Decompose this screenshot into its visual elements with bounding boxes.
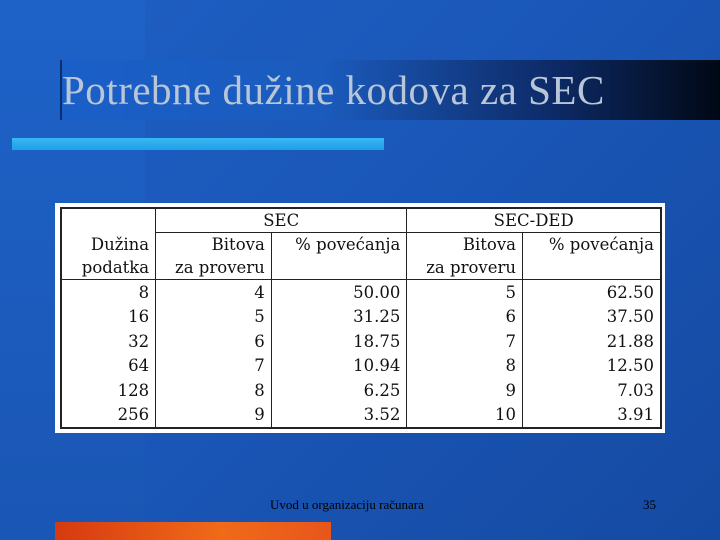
cell-length: 16	[61, 305, 156, 329]
cell-sec-bits: 6	[156, 329, 272, 353]
cell-length: 128	[61, 378, 156, 402]
table-row	[61, 329, 661, 353]
header-sec-blank	[271, 256, 407, 280]
header-ded-bits-line1: Bitova	[407, 233, 523, 257]
cell-ded-pct: 37.50	[523, 305, 662, 329]
header-ded-increase: % povećanja	[523, 233, 662, 257]
cell-sec-bits: 7	[156, 353, 272, 377]
cell-sec-pct: 3.52	[271, 402, 407, 428]
group-header-row	[61, 208, 661, 233]
footer-course-title: Uvod u organizaciju računara	[270, 497, 424, 512]
page-number: 35	[643, 497, 656, 512]
cell-ded-pct: 62.50	[523, 280, 662, 305]
table-row	[61, 305, 661, 329]
header-sec-bits-line2: za proveru	[156, 256, 272, 280]
cell-length: 32	[61, 329, 156, 353]
header-sec-increase: % povećanja	[271, 233, 407, 257]
header-length-line2: podatka	[61, 256, 156, 280]
table-row	[61, 280, 661, 305]
cell-sec-bits: 8	[156, 378, 272, 402]
header-empty	[61, 208, 156, 233]
cell-sec-bits: 5	[156, 305, 272, 329]
cell-sec-pct: 6.25	[271, 378, 407, 402]
cell-sec-bits: 9	[156, 402, 272, 428]
bottom-accent-bar	[55, 522, 331, 540]
table-frame	[55, 203, 665, 433]
cell-ded-bits: 5	[407, 280, 523, 305]
header-group-sec: SEC	[156, 208, 407, 233]
cell-length: 64	[61, 353, 156, 377]
header-ded-bits-line2: za proveru	[407, 256, 523, 280]
cell-ded-bits: 9	[407, 378, 523, 402]
cell-ded-bits: 7	[407, 329, 523, 353]
slide-title: Potrebne dužine kodova za SEC	[62, 67, 605, 113]
table-row	[61, 378, 661, 402]
header-sec-bits-line1: Bitova	[156, 233, 272, 257]
cell-ded-bits: 8	[407, 353, 523, 377]
header-ded-blank	[523, 256, 662, 280]
cell-ded-bits: 6	[407, 305, 523, 329]
cell-sec-pct: 18.75	[271, 329, 407, 353]
accent-bar	[12, 138, 384, 150]
cell-sec-bits: 4	[156, 280, 272, 305]
column-header-row-1	[61, 233, 661, 257]
cell-length: 256	[61, 402, 156, 428]
cell-length: 8	[61, 280, 156, 305]
cell-ded-pct: 21.88	[523, 329, 662, 353]
header-group-secded: SEC-DED	[407, 208, 661, 233]
code-length-table	[60, 207, 662, 429]
cell-ded-pct: 7.03	[523, 378, 662, 402]
cell-sec-pct: 31.25	[271, 305, 407, 329]
cell-ded-pct: 3.91	[523, 402, 662, 428]
cell-ded-pct: 12.50	[523, 353, 662, 377]
table-row	[61, 402, 661, 428]
cell-sec-pct: 50.00	[271, 280, 407, 305]
cell-ded-bits: 10	[407, 402, 523, 428]
cell-sec-pct: 10.94	[271, 353, 407, 377]
table-row	[61, 353, 661, 377]
header-length-line1: Dužina	[61, 233, 156, 257]
column-header-row-2	[61, 256, 661, 280]
